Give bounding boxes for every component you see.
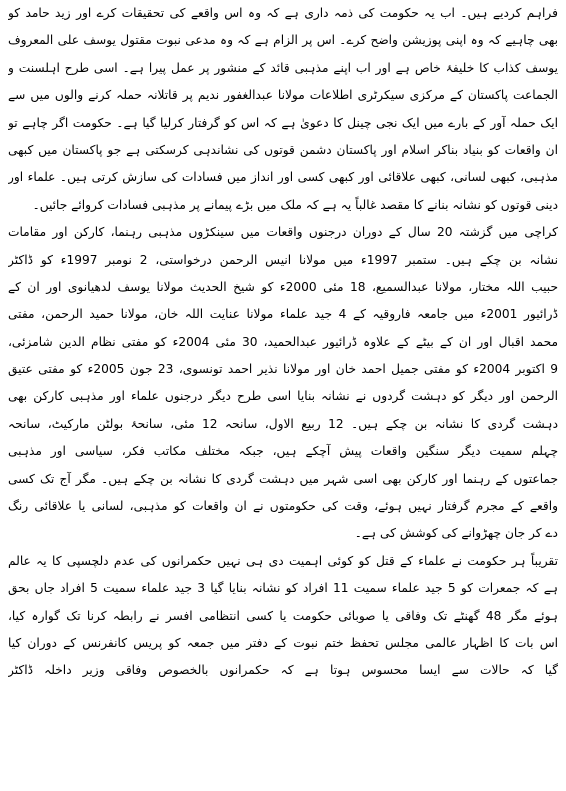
text-line: جماعتوں کے رہنما اور کارکن بھی اسی شہر میں دہشت گردی کا نشانہ بن چکے ہیں۔ مگر آج تک کسی — [8, 471, 558, 486]
text-line: الجماعت پاکستان کے مرکزی سیکرٹری اطلاعات مولانا عبدالغفور ندیم پر قاتلانہ حملہ کرنے والوں میں سے — [8, 88, 558, 103]
text-line: ان واقعات کو بنیاد بناکر اسلام اور پاکستان دشمن قوتوں کی نشاندہی کرسکتی ہے جو پاکستان میں کبھی — [8, 142, 558, 157]
text-line: محمد اقبال اور ان کے بیٹے کے علاوہ ڈرائیور عبدالحمید، 30 مئی 2004ء کو مفتی نظام الدین شامزئی، — [8, 334, 558, 349]
text-line: اس بات کا اظہار عالمی مجلس تحفظ ختم نبوت کے دفتر میں جمعہ کو پریس کانفرنس کے دوران کیا — [8, 635, 558, 650]
text-line: تقریباً ہر حکومت نے علماء کے قتل کو کوئی اہمیت دی ہی نہیں حکمرانوں کی عدم دلچسپی کا یہ عالم — [8, 553, 558, 568]
text-line: مذہبی، کبھی لسانی، کبھی علاقائی اور کبھی کسی اور انداز میں فسادات کی سازش کرتی ہیں۔ علماء اور — [8, 170, 558, 185]
text-line: دے کر جان چھڑوانے کی کوشش کی ہے۔ — [354, 526, 558, 541]
text-line: ہوئے مگر 48 گھنٹے تک وفاقی یا صوبائی حکومت یا کسی انتظامی افسر نے رابطہ کرنا تک گوارہ کیا، — [8, 608, 558, 623]
paragraph-2 — [8, 219, 558, 548]
paragraph-1 — [8, 0, 558, 219]
text-line: واقعے کے مجرم گرفتار نہیں ہوئے، وقت کی حکومتوں نے ان واقعات کو مذہبی، لسانی یا علاقائی رنگ — [8, 499, 558, 514]
text-line: ڈرائیور 2001ء میں جامعہ فاروقیہ کے 4 جید علماء مولانا عنایت اللہ خان، مولانا حمید الرحمن، مفتی — [8, 307, 558, 322]
text-line: نشانہ بن چکے ہیں۔ ستمبر 1997ء میں مولانا انیس الرحمن درخواستی، 2 نومبر 1997ء کو ڈاکٹر — [8, 252, 558, 267]
paragraph-3 — [8, 548, 558, 685]
text-line: بھی چاہیے کہ وہ اپنی پوزیشن واضح کرے۔ اس پر الزام ہے کہ وہ مدعی نبوت مقتول یوسف علی المعروف — [8, 33, 558, 48]
text-line: فراہم کردیے ہیں۔ اب یہ حکومت کی ذمہ داری ہے کہ وہ اس واقعے کی تحقیقات کرے اور زید حامد کو — [8, 6, 558, 20]
text-line: دینی قوتوں کو نشانہ بنانے کا مقصد غالباً یہ ہے کہ ملک میں بڑے پیمانے پر مذہبی فسادات کروائے جائیں۔ — [32, 197, 558, 212]
text-line: کراچی میں گزشتہ 20 سال کے دوران درجنوں واقعات میں سینکڑوں مذہبی رہنما، کارکن اور مقامات — [8, 225, 558, 240]
text-line: 9 اکتوبر 2004ء کو مفتی جمیل احمد خان اور مولانا نذیر احمد تونسوی، 23 جون 2005ء کو مفتی عتیق — [8, 362, 558, 377]
text-line: دہشت گردی کا نشانہ بن چکے ہیں۔ 12 ربیع الاول، سانحہ 12 مئی، سانحۂ بولٹن مارکیٹ، سانحہ — [8, 416, 558, 431]
text-line: حبیب اللہ مختار، مولانا عبدالسمیع، 18 مئی 2000ء کو شیخ الحدیث مولانا یوسف لدھیانوی اور ان کے — [8, 279, 558, 294]
text-line: الرحمن اور دیگر کو دہشت گردوں نے نشانہ بنایا اسی طرح دیگر درجنوں علماء اور مذہبی کارکن بھی — [8, 389, 558, 404]
text-line: چہلم سمیت دیگر سنگین واقعات پیش آچکے ہیں، جبکہ مختلف مکاتب فکر، سیاسی اور مذہبی — [8, 444, 558, 459]
text-line: یوسف کذاب کا خلیفۂ خاص ہے اور اب اپنے مذہبی قائد کے منشور پر عمل پیرا ہے۔ اسی طرح اہلسنت و — [8, 60, 558, 75]
text-line: گیا کہ حالات سے ایسا محسوس ہوتا ہے کہ حکمرانوں بالخصوص وفاقی وزیر داخلہ ڈاکٹر — [8, 663, 558, 678]
text-line: ایک حملہ آور کے بارے میں ایک نجی چینل کا دعویٰ ہے کہ اس کو گرفتار کرلیا گیا ہے۔ حکومت اگر چاہے تو — [8, 115, 558, 130]
text-line: ہے کہ جمعرات کو 5 جید علماء سمیت 11 افراد کو نشانہ بنایا گیا 3 جید علماء سمیت 5 افراد جاں بحق — [8, 581, 558, 596]
